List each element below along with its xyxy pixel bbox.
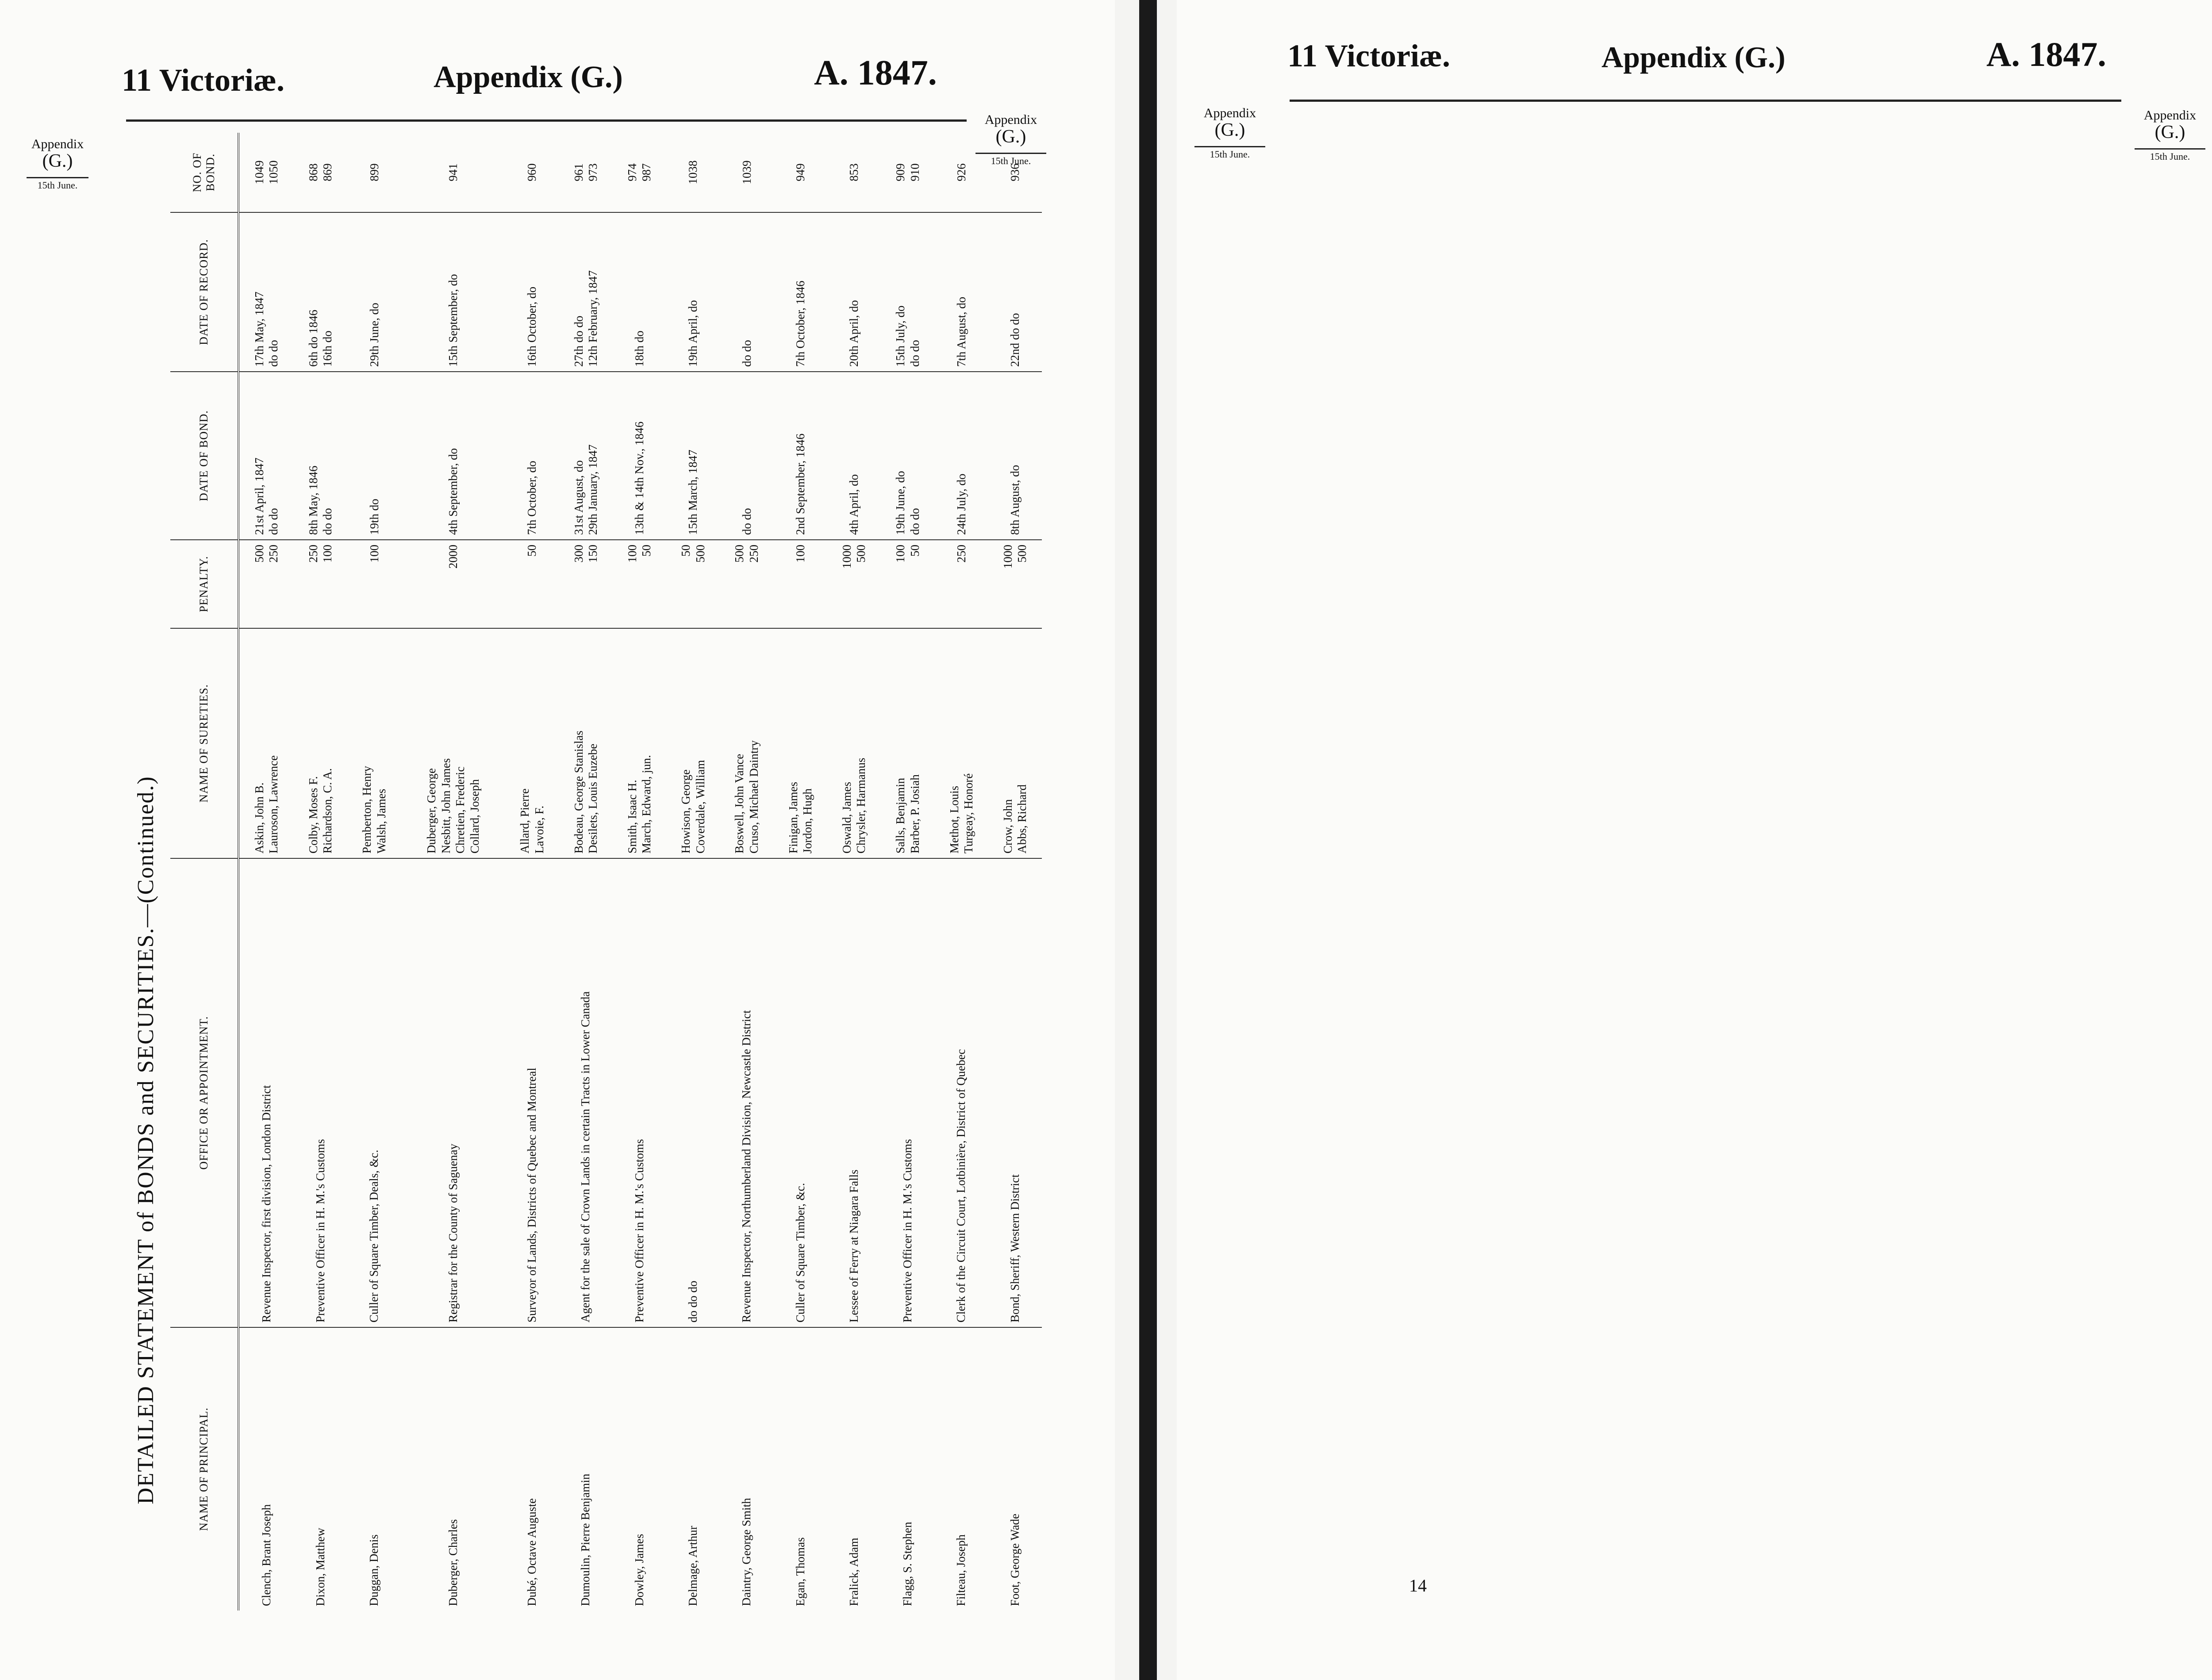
sureties-cell: Bodeau, George Stanislas Desilets, Louis Euzebe (559, 628, 612, 858)
office-cell: Culler of Square Timber, Deals, &c. (347, 858, 401, 1327)
header-rule (126, 119, 967, 122)
office-cell: Revenue Inspector, first division, London District (238, 858, 294, 1327)
record-date-cell: 20th April, do (827, 212, 881, 372)
office-cell: Culler of Square Timber, &c. (773, 858, 827, 1327)
gutter-shadow (1139, 0, 1157, 1680)
office-cell: Revenue Inspector, Northumberland Division, Newcastle District (720, 858, 773, 1327)
book-gutter (1115, 0, 1177, 1680)
bond-date-cell: 8th May, 1846 do do (294, 372, 347, 540)
penalty-cell: 100 50 (613, 540, 666, 628)
office-cell: Clerk of the Circuit Court, Lotbinière, District of Quebec (934, 858, 988, 1327)
sureties-cell: Smith, Isaac H. March, Edward, jun. (613, 628, 666, 858)
bond-number-cell: 868 869 (307, 163, 334, 181)
appendix-header: Appendix (G.) (1601, 40, 1786, 74)
bond-date-cell: 15th March, 1847 (666, 372, 720, 540)
record-date-cell: do do (720, 212, 773, 372)
col-sureties: NAME OF SURETIES. (170, 628, 238, 858)
principal-cell: Egan, Thomas (773, 1327, 827, 1611)
penalty-cell: 50 (505, 540, 559, 628)
table-row (401, 133, 505, 1611)
record-date-cell: 17th May, 1847 do do (238, 212, 294, 372)
margin-appendix-label: Appendix (G.) 15th June. (27, 137, 88, 190)
sureties-cell: Colby, Moses F. Richardson, C. A. (294, 628, 347, 858)
principal-cell: Daintry, George Smith (720, 1327, 773, 1611)
bond-number-cell: 926 (954, 163, 968, 181)
margin-appendix-label: Appendix (G.) 15th June. (1194, 106, 1265, 159)
office-cell: Agent for the sale of Crown Lands in certain Tracts in Lower Canada (559, 858, 612, 1327)
principal-cell: Duggan, Denis (347, 1327, 401, 1611)
penalty-cell: 100 (773, 540, 827, 628)
principal-cell: Clench, Brant Joseph (238, 1327, 294, 1611)
penalty-cell: 50 500 (666, 540, 720, 628)
bond-date-cell: 7th October, do (505, 372, 559, 540)
sureties-cell: Howison, George Coverdale, William (666, 628, 720, 858)
bond-date-cell: 4th September, do (401, 372, 505, 540)
page-number: 14 (1409, 1576, 1427, 1595)
bond-date-cell: 4th April, do (827, 372, 881, 540)
bond-date-cell: 21st April, 1847 do do (238, 372, 294, 540)
bonds-table-left (170, 133, 1042, 1611)
record-date-cell: 15th July, do do do (881, 212, 934, 372)
year-header: A. 1847. (814, 54, 937, 92)
session-header: 11 Victoriæ. (1287, 38, 1450, 73)
bond-number-cell: 974 987 (625, 163, 653, 181)
bond-date-cell: do do (720, 372, 773, 540)
bond-date-cell: 19th do (347, 372, 401, 540)
principal-cell: Dubé, Octave Auguste (505, 1327, 559, 1611)
sureties-cell: Duberger, George Nesbitt, John James Chretien, Frederic Collard, Joseph (401, 628, 505, 858)
col-office: OFFICE OR APPOINTMENT. (170, 858, 238, 1327)
bond-number-cell: 941 (446, 163, 460, 181)
col-penalty: PENALTY. (170, 540, 238, 628)
record-date-cell: 18th do (613, 212, 666, 372)
principal-cell: Dixon, Matthew (294, 1327, 347, 1611)
margin-appendix-label-right: Appendix (G.) 15th June. (2135, 108, 2205, 161)
bond-number-cell: 853 (847, 163, 861, 181)
penalty-cell: 1000 500 (988, 540, 1042, 628)
table-row (934, 133, 988, 1611)
penalty-cell: 250 100 (294, 540, 347, 628)
right-page (1177, 0, 2212, 1680)
record-date-cell: 29th June, do (347, 212, 401, 372)
table-title: DETAILED STATEMENT of BONDS and SECURITIES.—(Continued.) (133, 776, 158, 1504)
bond-number-cell: 1039 (740, 160, 753, 185)
col-principal: NAME OF PRINCIPAL. (170, 1327, 238, 1611)
sureties-cell: Pemberton, Henry Walsh, James (347, 628, 401, 858)
office-cell: Bond, Sheriff, Western District (988, 858, 1042, 1327)
table-row (773, 133, 827, 1611)
penalty-cell: 300 150 (559, 540, 612, 628)
sureties-cell: Finigan, James Jordon, Hugh (773, 628, 827, 858)
penalty-cell: 500 250 (238, 540, 294, 628)
principal-cell: Flagg, S. Stephen (881, 1327, 934, 1611)
penalty-cell: 250 (934, 540, 988, 628)
col-date-of-bond: DATE OF BOND. (170, 372, 238, 540)
year-header: A. 1847. (1986, 35, 2106, 73)
penalty-cell: 500 250 (720, 540, 773, 628)
bond-number-cell: 1049 1050 (253, 160, 280, 185)
office-cell: Preventive Officer in H. M.'s Customs (881, 858, 934, 1327)
penalty-cell: 100 (347, 540, 401, 628)
penalty-cell: 100 50 (881, 540, 934, 628)
session-header: 11 Victoriæ. (122, 62, 284, 98)
bond-number-cell: 949 (793, 163, 807, 181)
principal-cell: Dumoulin, Pierre Benjamin (559, 1327, 612, 1611)
sureties-cell: Methot, Louis Turgeay, Honoré (934, 628, 988, 858)
record-date-cell: 19th April, do (666, 212, 720, 372)
table-row (294, 133, 347, 1611)
bond-number-cell: 936 (1008, 163, 1022, 181)
table-row (347, 133, 401, 1611)
office-cell: Lessee of Ferry at Niagara Falls (827, 858, 881, 1327)
table-row (881, 133, 934, 1611)
office-cell: Preventive Officer in H. M.'s Customs (613, 858, 666, 1327)
record-date-cell: 16th October, do (505, 212, 559, 372)
record-date-cell: 15th September, do (401, 212, 505, 372)
office-cell: do do do (666, 858, 720, 1327)
record-date-cell: 27th do do 12th February, 1847 (559, 212, 612, 372)
table-row (666, 133, 720, 1611)
office-cell: Preventive Officer in H. M.'s Customs (294, 858, 347, 1327)
col-bond-number: NO. OF BOND. (170, 133, 238, 212)
sureties-cell: Crow, John Abbs, Richard (988, 628, 1042, 858)
penalty-cell: 1000 500 (827, 540, 881, 628)
sureties-cell: Salls, Benjamin Barber, P. Josiah (881, 628, 934, 858)
penalty-cell: 2000 (401, 540, 505, 628)
record-date-cell: 22nd do do (988, 212, 1042, 372)
table-row (827, 133, 881, 1611)
bond-date-cell: 19th June, do do do (881, 372, 934, 540)
col-date-of-record: DATE OF RECORD. (170, 212, 238, 372)
table-row (720, 133, 773, 1611)
principal-cell: Delmage, Arthur (666, 1327, 720, 1611)
table-row (613, 133, 666, 1611)
sureties-cell: Allard, Pierre Lavoie, F. (505, 628, 559, 858)
sureties-cell: Askin, John B. Lauroson, Lawrence (238, 628, 294, 858)
bond-number-cell: 1038 (686, 160, 700, 185)
principal-cell: Foot, George Wade (988, 1327, 1042, 1611)
margin-appendix-label-right: Appendix (G.) 15th June. (975, 113, 1046, 166)
sureties-cell: Oswald, James Chrysler, Harmanus (827, 628, 881, 858)
principal-cell: Duberger, Charles (401, 1327, 505, 1611)
office-cell: Registrar for the County of Saguenay (401, 858, 505, 1327)
table-row (505, 133, 559, 1611)
bond-date-cell: 31st August, do 29th January, 1847 (559, 372, 612, 540)
bond-date-cell: 13th & 14th Nov., 1846 (613, 372, 666, 540)
bond-date-cell: 8th August, do (988, 372, 1042, 540)
table-row (559, 133, 612, 1611)
bond-number-cell: 899 (367, 163, 381, 181)
sureties-cell: Boswell, John Vance Cruso, Michael Daintry (720, 628, 773, 858)
record-date-cell: 6th do 1846 16th do (294, 212, 347, 372)
bond-date-cell: 24th July, do (934, 372, 988, 540)
principal-cell: Filteau, Joseph (934, 1327, 988, 1611)
bond-number-cell: 960 (525, 163, 539, 181)
principal-cell: Dowley, James (613, 1327, 666, 1611)
table-row (988, 133, 1042, 1611)
record-date-cell: 7th August, do (934, 212, 988, 372)
bond-date-cell: 2nd September, 1846 (773, 372, 827, 540)
appendix-header: Appendix (G.) (434, 60, 623, 94)
bond-number-cell: 961 973 (572, 163, 599, 181)
header-rule (1290, 100, 2121, 102)
office-cell: Surveyor of Lands, Districts of Quebec and Montreal (505, 858, 559, 1327)
record-date-cell: 7th October, 1846 (773, 212, 827, 372)
table-body-left (238, 133, 1042, 1611)
table-row (238, 133, 294, 1611)
principal-cell: Fralick, Adam (827, 1327, 881, 1611)
bond-number-cell: 909 910 (894, 163, 922, 181)
